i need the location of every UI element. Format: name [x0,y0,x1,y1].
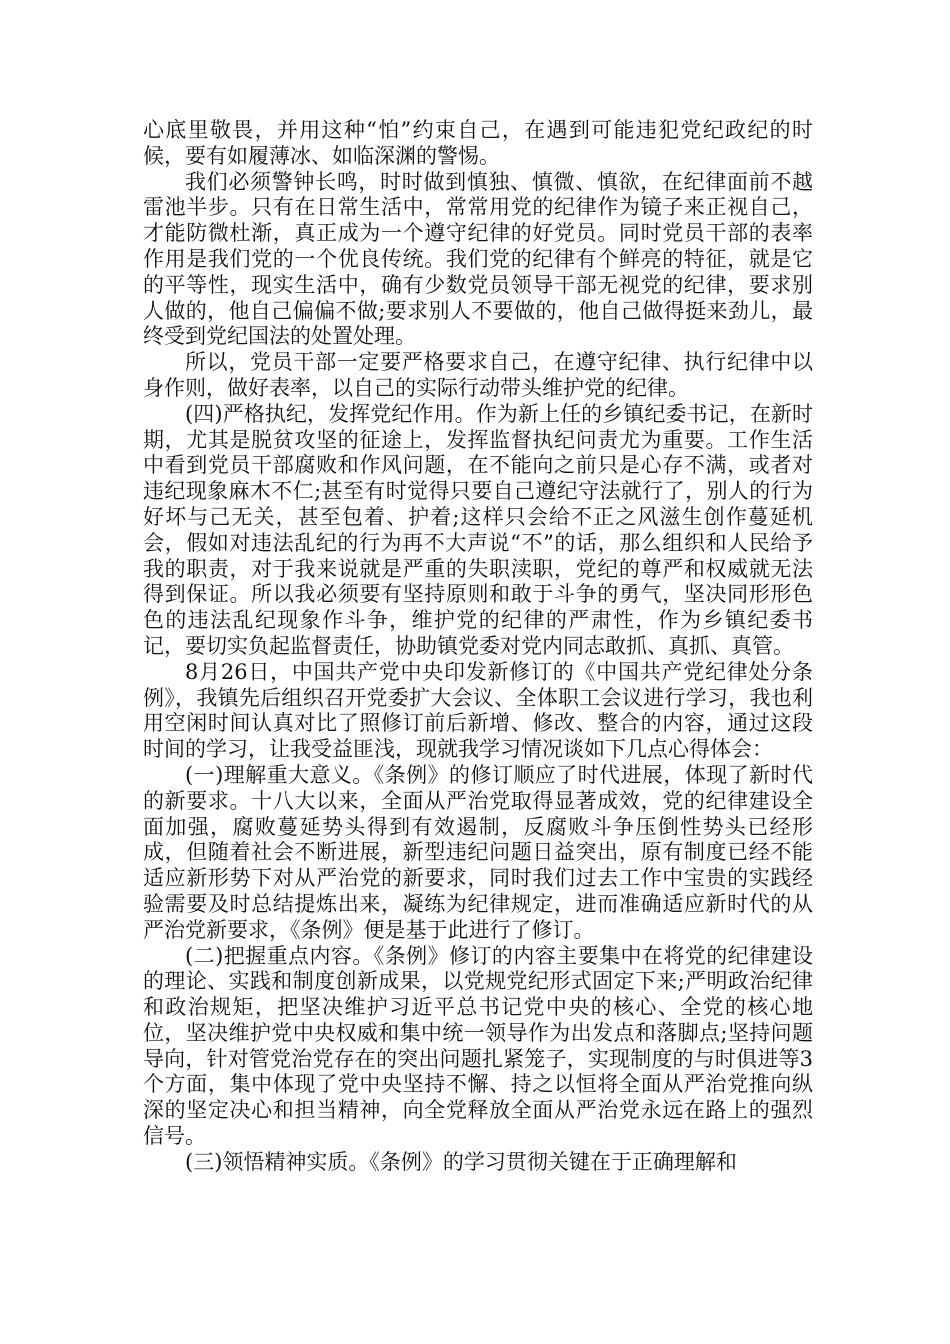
paragraph-continuation: 心底里敬畏，并用这种“怕”约束自己，在遇到可能违犯党纪政纪的时候，要有如履薄冰、如临深渊的警惕。 [143,118,813,168]
paragraph-understand-significance: (一)理解重大意义。《条例》的修订顺应了时代进展，体现了新时代的新要求。十八大以来，全面从严治党取得显著成效，党的纪律建设全面加强，腐败蔓延势头得到有效遏制，反腐败斗争压倒性势头已经形成，但随着社会不断进展，新型违纪问题日益突出，原有制度已经不能适应新形势下对从严治党的新要求，同时我们过去工作中宝贵的实践经验需要及时总结提炼出来，凝练为纪律规定，进而准确适应新时代的从严治党新要求，《条例》便是基于此进行了修订。 [143,762,813,942]
paragraph-cadre-example: 所以，党员干部一定要严格要求自己，在遵守纪律、执行纪律中以身作则，做好表率，以自己的实际行动带头维护党的纪律。 [143,350,813,400]
paragraph-regulation-intro: 8月26日，中国共产党中央印发新修订的《中国共产党纪律处分条例》，我镇先后组织召开党委扩大会议、全体职工会议进行学习，我也利用空闲时间认真对比了照修订前后新增、修改、整合的内容，通过这段时间的学习，让我受益匪浅，现就我学习情况谈如下几点心得体会： [143,659,813,762]
paragraph-discipline-alert: 我们必须警钟长鸣，时时做到慎独、慎微、慎欲，在纪律面前不越雷池半步。只有在日常生活中，常常用党的纪律作为镜子来正视自己，才能防微杜渐，真正成为一个遵守纪律的好党员。同时党员干部的表率作用是我们党的一个优良传统。我们党的纪律有个鲜亮的特征，就是它的平等性，现实生活中，确有少数党员领导干部无视党的纪律，要求别人做的，他自己偏偏不做;要求别人不要做的，他自己做得挺来劲儿，最终受到党纪国法的处置处理。 [143,169,813,349]
paragraph-spirit-essence: (三)领悟精神实质。《条例》的学习贯彻关键在于正确理解和 [185,1149,737,1174]
paragraph-section-four: (四)严格执纪，发挥党纪作用。作为新上任的乡镇纪委书记，在新时期，尤其是脱贫攻坚的征途上，发挥监督执纪问责尤为重要。工作生活中看到党员干部腐败和作风问题，在不能向之前只是心存不满，或者对违纪现象麻木不仁;甚至有时觉得只要自己遵纪守法就行了，别人的行为好坏与己无关，甚至包着、护着;这样只会给不正之风滋生创作蔓延机会，假如对违法乱纪的行为再不大声说“不”的话，那么组织和人民给予我的职责，对于我来说就是严重的失职渎职，党纪的尊严和权威就无法得到保证。所以我必须要有坚持原则和敢于斗争的勇气，坚决同形形色色的违法乱纪现象作斗争，维护党的纪律的严肃性，作为乡镇纪委书记，要切实负起监督责任，协助镇党委对党内同志敢抓、真抓、真管。 [143,401,813,658]
paragraph-key-content: (二)把握重点内容。《条例》修订的内容主要集中在将党的纪律建设的理论、实践和制度创新成果，以党规党纪形式固定下来;严明政治纪律和政治规矩，把坚决维护习近平总书记党中央的核心、全党的核心地位，坚决维护党中央权威和集中统一领导作为出发点和落脚点;坚持问题导向，针对管党治党存在的突出问题扎紧笼子，实现制度的与时俱进等3个方面，集中体现了党中央坚持不懈、持之以恒将全面从严治党推向纵深的坚定决心和担当精神，向全党释放全面从严治党永远在路上的强烈信号。 [143,943,813,1149]
document-body [143,118,813,1176]
